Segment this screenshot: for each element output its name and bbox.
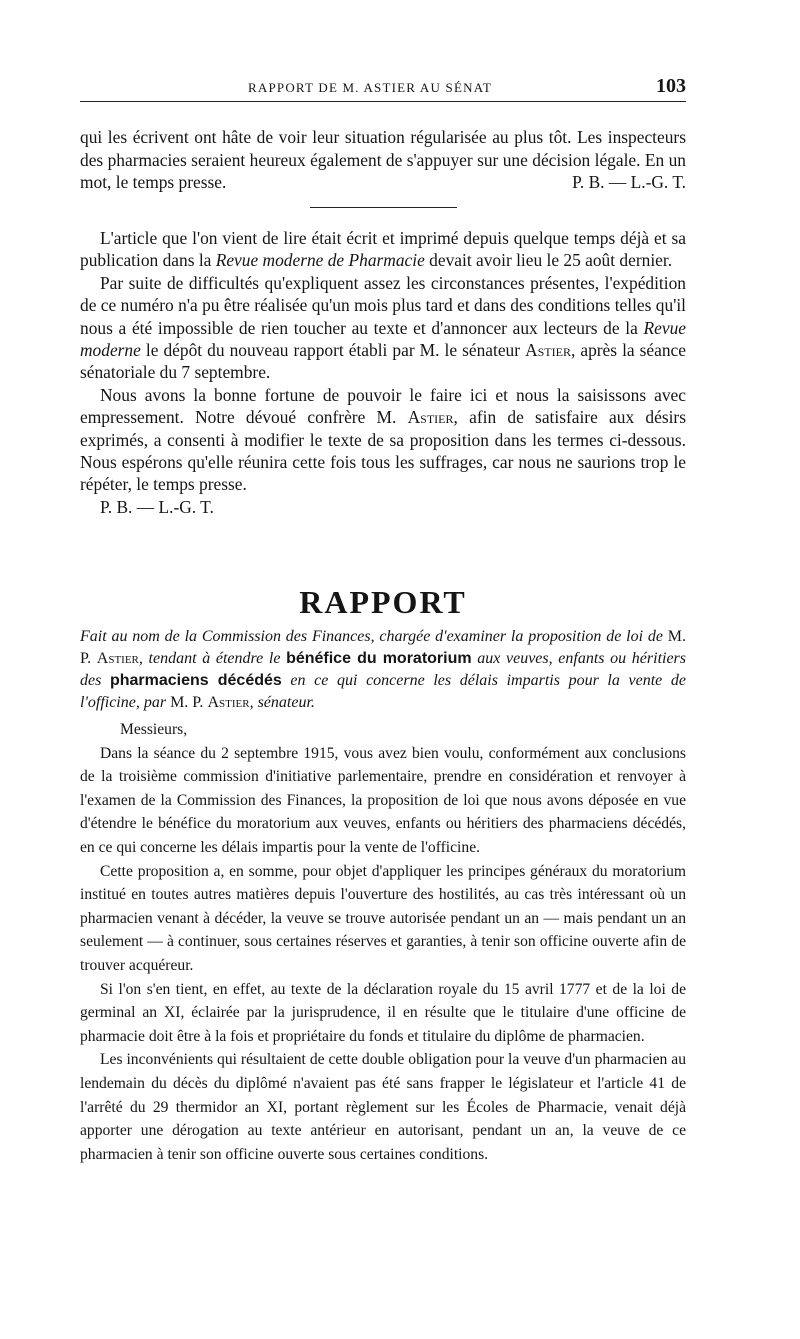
author-name: Astier: [525, 340, 571, 361]
author-name: Astier: [207, 694, 250, 711]
journal-title: Revue moderne: [80, 317, 686, 361]
report-body: [80, 718, 686, 1166]
note-signature: P. B. — L.-G. T.: [100, 496, 214, 517]
report-subtitle: [80, 626, 686, 714]
subtitle-text: , tendant à étendre le: [138, 650, 287, 667]
report-paragraph: Dans la séance du 2 septembre 1915, vous avez bien voulu, conformément aux conclusions de la troisième commission d'initiative parlementaire, prendre en considération et renvoyer à l'examen de la Commission des Finances, la proposition de loi que nous avons déposée en vue d'étendre le bénéfice du moratorium aux veuves, enfants ou héritiers des pharmaciens décédés, en ce qui concerne les délais impartis pour la vente de l'officine.: [80, 744, 686, 856]
subtitle-emphasis: pharmaciens décédés: [109, 672, 282, 689]
subtitle-text: , sénateur.: [249, 694, 315, 711]
intro-signature: P. B. — L.-G. T.: [572, 172, 686, 192]
running-title: RAPPORT DE M. ASTIER AU SÉNAT: [248, 80, 492, 95]
note-text: Par suite de difficultés qu'expliquent assez les circonstances présentes, l'expédition de ce numéro n'a pu être réalisée qu'un mois plus tard et dans des conditions telles qu'il nous a été impossible de rien toucher au texte et d'annoncer aux lecteurs de la: [80, 272, 686, 338]
subtitle-text: aux veuves, enfants ou héritiers des: [80, 650, 687, 689]
note-paragraph-3: [80, 384, 686, 496]
note-text: , après la séance sénatoriale du 7 septembre.: [80, 340, 686, 383]
report-heading: RAPPORT: [299, 584, 467, 620]
subtitle-author: M. P.: [80, 628, 686, 667]
note-text: Nous avons la bonne fortune de pouvoir le faire ici et nous la saisissons avec empressement. Notre dévoué confrère M.: [80, 384, 686, 428]
intro-text: qui les écrivent ont hâte de voir leur situation régularisée au plus tôt. Les inspecteurs des pharmacies seraient heureux également de s'appuyer sur une décision légale. En un mot, le temps presse.: [80, 127, 686, 192]
intro-paragraph: [80, 126, 686, 194]
subtitle-text: en ce qui concerne les délais impartis pour la vente de l'officine, par: [80, 672, 686, 711]
note-paragraph-2: [80, 272, 686, 384]
note-text: devait avoir lieu le 25 août dernier.: [424, 250, 673, 271]
subtitle-author: M. P.: [170, 694, 208, 711]
editorial-note: [80, 227, 686, 518]
author-name: Astier: [96, 650, 139, 667]
salutation: Messieurs,: [120, 721, 188, 738]
note-text: L'article que l'on vient de lire était écrit et imprimé depuis quelque temps déjà et sa publication dans la: [80, 228, 686, 271]
separator-rule: [310, 207, 457, 208]
author-name: Astier: [407, 407, 454, 428]
note-text: , afin de satisfaire aux désirs exprimés, a consenti à modifier le texte de sa proposition dans les termes ci-dessous. Nous espérons qu'elle réunira cette fois tous les suffrages, car nous ne saurions trop le répéter, le temps presse.: [80, 407, 686, 495]
subtitle-emphasis: bénéfice du moratorium: [286, 650, 472, 667]
note-text: le dépôt du nouveau rapport établi par M. le sénateur: [140, 340, 526, 361]
journal-title: Revue moderne de Pharmacie: [215, 250, 425, 271]
running-head: [80, 76, 686, 100]
header-rule: [80, 101, 686, 102]
report-paragraph: Si l'on s'en tient, en effet, au texte de la déclaration royale du 15 avril 1777 et de la loi de germinal an XI, éclairée par la jurisprudence, il en résulte que le titulaire d'une officine de pharmacie doit être à la fois et propriétaire du fonds et titulaire du diplôme de pharmacien.: [80, 980, 686, 1045]
page-number: 103: [656, 75, 686, 97]
report-paragraph: Les inconvénients qui résultaient de cette double obligation pour la veuve d'un pharmacien au lendemain du décès du diplômé n'avaient pas été sans frapper le législateur et l'article 41 de l'arrêté du 29 thermidor an XI, portant règlement sur les Écoles de Pharmacie, venait déjà apporter une dérogation au texte antérieur en autorisant, pendant un an, la veuve de ce pharmacien à tenir son officine ouverte sous certaines conditions.: [80, 1051, 686, 1163]
note-paragraph-1: [80, 227, 686, 272]
intro-block: [80, 126, 686, 194]
subtitle-text: Fait au nom de la Commission des Finances, chargée d'examiner la proposition de loi de: [80, 628, 668, 645]
report-paragraph: Cette proposition a, en somme, pour objet d'appliquer les principes généraux du moratorium institué en toutes autres matières depuis l'ouverture des hostilités, au cas très intéressant où un pharmacien venant à décéder, la veuve se trouve autorisée pendant un an — mais pendant un an seulement — à continuer, sous certaines réserves et garanties, à tenir son officine ouverte afin de trouver acquéreur.: [80, 862, 686, 974]
